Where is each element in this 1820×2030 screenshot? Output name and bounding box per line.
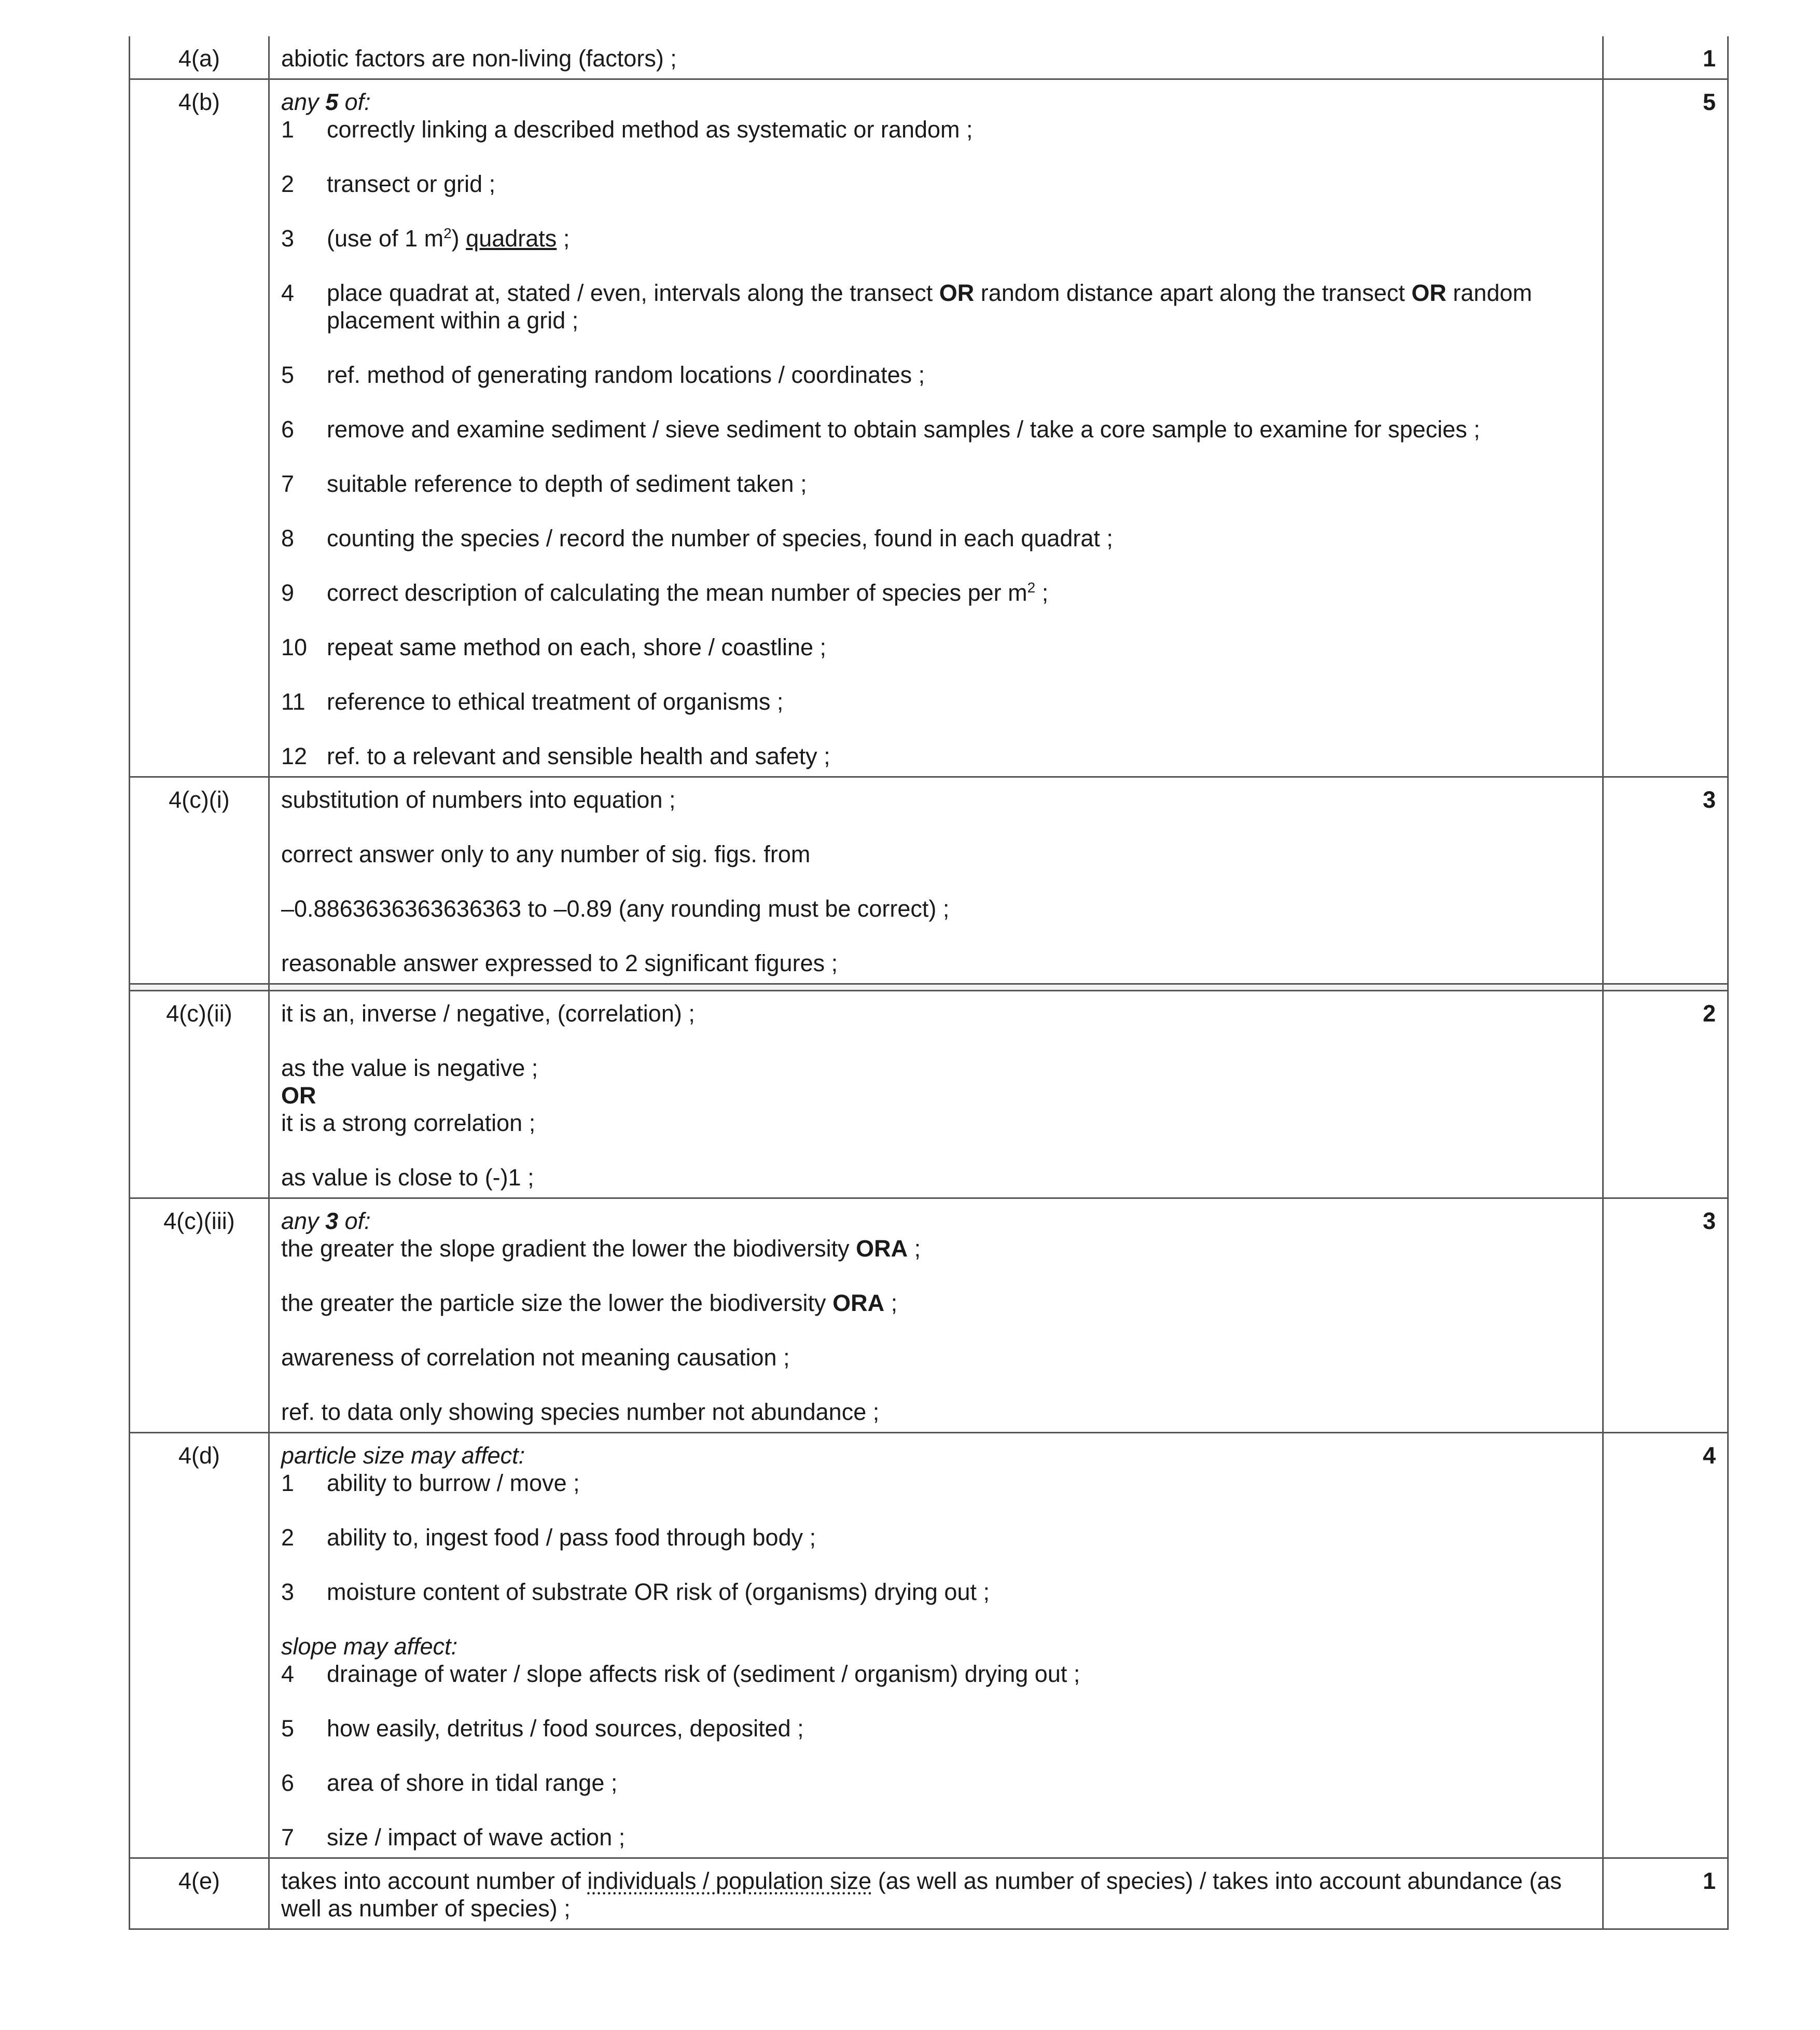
mark-scheme-table [129,36,1729,1930]
question-number: 4(c)(i) [130,777,269,984]
table-row [130,1198,1728,1433]
question-number: 4(e) [130,1858,269,1929]
text-run: takes into account number of [281,1868,581,1894]
answer-cell [269,79,1603,777]
mark-scheme-sheet [129,36,1716,1930]
point-number: 6 [281,1770,295,1796]
intro-text: any [281,89,319,115]
text-run: ; [557,225,570,252]
answer-intro [281,1207,1591,1235]
marks-value: 4 [1603,1433,1728,1858]
marks-value: 2 [1603,991,1728,1198]
intro-text: any [281,1208,319,1234]
point-number: 10 [281,634,308,660]
marks-value: 1 [1603,1858,1728,1929]
text-run: random distance apart along the transect [980,280,1405,306]
point-number: 2 [281,171,295,197]
answer-intro: slope may affect: [281,1633,458,1660]
text-run: the greater the slope gradient the lower the biodiversity [281,1235,850,1262]
question-number: 4(d) [130,1433,269,1858]
point-number: 1 [281,116,295,143]
answer-cell [269,1858,1603,1929]
point-text: size / impact of wave action ; [327,1824,626,1851]
or-keyword: OR [1411,280,1447,306]
point-text: reference to ethical treatment of organisms ; [327,688,784,715]
point-number: 7 [281,471,295,497]
answer-intro [281,88,1591,116]
text-run: correct description of calculating the mean number of species per m [327,579,1027,606]
marks-value: 3 [1603,1198,1728,1433]
table-row [130,1858,1728,1929]
point-text: moisture content of substrate OR risk of (organisms) drying out ; [327,1579,990,1605]
point-text: ability to, ingest food / pass food through body ; [327,1524,816,1551]
question-number: 4(a) [130,36,269,79]
question-number: 4(b) [130,79,269,777]
split-cell [269,984,1603,991]
point-number: 2 [281,1524,295,1551]
marking-point-list [281,116,1591,770]
list-item [281,1578,1591,1606]
list-item [281,279,1591,334]
point-number: 4 [281,1661,295,1687]
point-text: drainage of water / slope affects risk of (sediment / organism) drying out ; [327,1661,1080,1687]
answer-intro: particle size may affect: [281,1442,525,1469]
point-number: 9 [281,579,295,606]
table-row [130,777,1728,984]
table-row [130,991,1728,1198]
underlined-term: quadrats [466,225,557,252]
list-item [281,170,1591,198]
point-text: suitable reference to depth of sediment taken ; [327,471,807,497]
point-text [327,579,1591,606]
question-number: 4(c)(iii) [130,1198,269,1433]
text-run: ; [884,1290,898,1316]
point-text [327,225,1591,252]
list-item [281,633,1591,661]
point-number: 1 [281,1470,295,1496]
point-number: 5 [281,362,295,388]
point-text: correctly linking a described method as systematic or random ; [327,116,973,143]
list-item [281,1769,1591,1797]
answer-text: –0.8863636363636363 to –0.89 (any rounding must be correct) ; [281,895,950,922]
point-number: 4 [281,280,295,306]
list-item [281,524,1591,552]
intro-text: of: [344,1208,371,1234]
intro-count: 5 [325,89,339,115]
text-run: ; [1035,579,1049,606]
split-cell [130,984,269,991]
list-item [281,688,1591,715]
text-run: (use of 1 m [327,225,444,252]
question-number: 4(c)(ii) [130,991,269,1198]
ora-keyword: ORA [856,1235,908,1262]
superscript: 2 [1027,579,1036,596]
list-item [281,742,1591,770]
answer-text: awareness of correlation not meaning causation ; [281,1344,790,1371]
list-item [281,225,1591,252]
superscript: 2 [443,225,452,241]
point-text: ref. to a relevant and sensible health and safety ; [327,743,830,769]
answer-text: as the value is negative ; [281,1055,538,1081]
point-number: 6 [281,416,295,443]
point-number: 3 [281,225,295,252]
text-run: ) [451,225,460,252]
point-text: remove and examine sediment / sieve sediment to obtain samples / take a core sample to examine for species ; [327,416,1480,443]
spacer [281,1606,1591,1633]
answer-text: as value is close to (-)1 ; [281,1164,534,1191]
answer-text [281,1235,1591,1262]
text-run: the greater the particle size the lower the biodiversity [281,1290,826,1316]
list-item [281,1715,1591,1742]
answer-cell [269,1198,1603,1433]
table-page-split [130,984,1728,991]
list-item [281,361,1591,389]
point-number: 7 [281,1824,295,1851]
answer-text: it is an, inverse / negative, (correlation) ; [281,1000,695,1027]
list-item [281,116,1591,143]
split-cell [1603,984,1728,991]
list-item [281,1469,1591,1497]
answer-text: ref. to data only showing species number not abundance ; [281,1399,880,1425]
table-row [130,1433,1728,1858]
answer-cell [269,1433,1603,1858]
point-text: how easily, detritus / food sources, deposited ; [327,1715,804,1742]
text-run: ; [908,1235,921,1262]
point-number: 11 [281,688,305,715]
point-number: 12 [281,743,308,769]
answer-cell [269,991,1603,1198]
answer-text: it is a strong correlation ; [281,1110,536,1136]
or-keyword: OR [939,280,975,306]
answer-text: abiotic factors are non-living (factors) ; [281,45,677,72]
text-run: random placement within a grid ; [327,280,1532,334]
list-item [281,1524,1591,1551]
point-text: repeat same method on each, shore / coastline ; [327,634,827,660]
point-text: ability to burrow / move ; [327,1470,580,1496]
point-text [327,279,1591,334]
ora-keyword: ORA [832,1290,885,1316]
answer-cell [269,777,1603,984]
point-text: transect or grid ; [327,171,496,197]
intro-count: 3 [325,1208,339,1234]
intro-text: of: [344,89,371,115]
point-number: 5 [281,1715,295,1742]
underlined-term: individuals / population size [587,1868,872,1894]
answer-text: substitution of numbers into equation ; [281,786,676,813]
table-row [130,36,1728,79]
list-item [281,579,1591,606]
marks-value: 5 [1603,79,1728,777]
list-item [281,470,1591,498]
table-row [130,79,1728,777]
marking-point-list [281,1469,1591,1606]
point-number: 3 [281,1579,295,1605]
answer-cell [269,36,1603,79]
point-text: area of shore in tidal range ; [327,1770,618,1796]
list-item [281,1824,1591,1851]
text-run: (as well as number of species) / takes into account abundance (as well as number of species) ; [281,1868,1562,1922]
marks-value: 3 [1603,777,1728,984]
answer-text [281,1289,1591,1317]
answer-text: reasonable answer expressed to 2 significant figures ; [281,950,838,976]
or-keyword: OR [281,1082,316,1109]
marking-point-list [281,1660,1591,1851]
answer-text: correct answer only to any number of sig. figs. from [281,841,811,867]
point-number: 8 [281,525,295,551]
marks-value: 1 [1603,36,1728,79]
point-text: ref. method of generating random locations / coordinates ; [327,362,925,388]
list-item [281,1660,1591,1688]
point-text: counting the species / record the number of species, found in each quadrat ; [327,525,1113,551]
list-item [281,416,1591,443]
text-run: place quadrat at, stated / even, intervals along the transect [327,280,933,306]
